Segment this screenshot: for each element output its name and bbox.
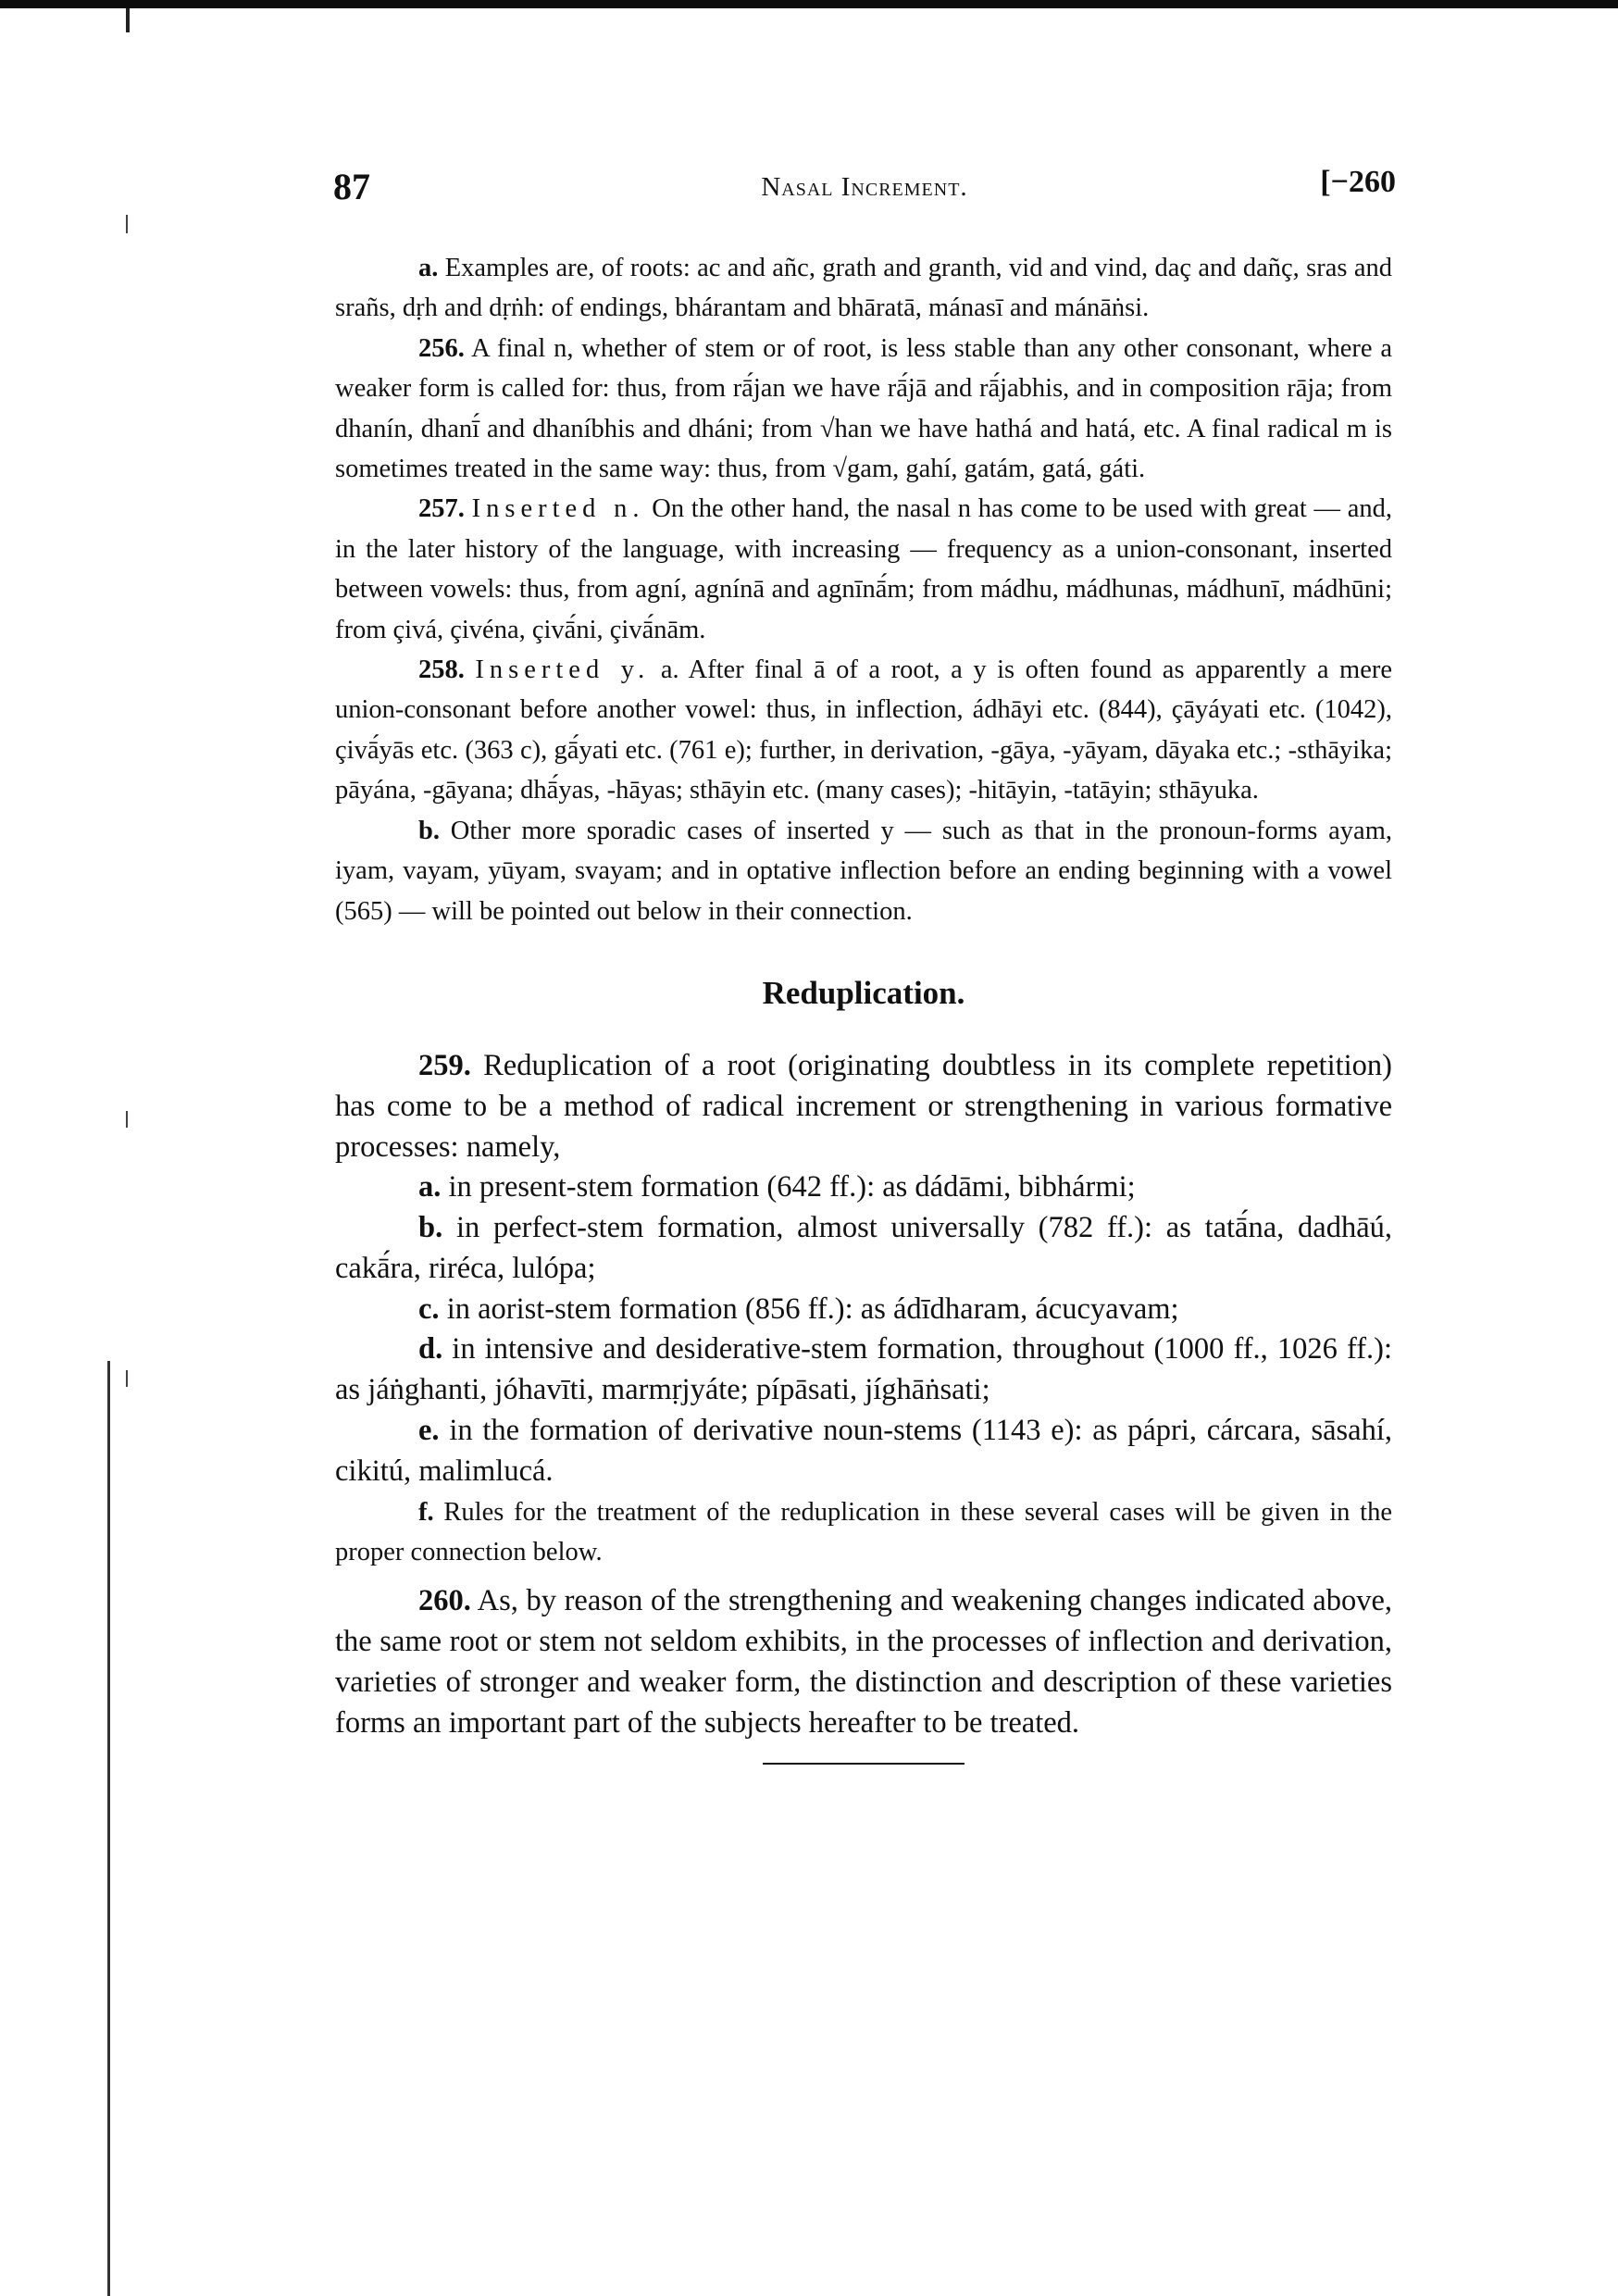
- paragraph-text: Examples are, of roots: ac and añc, grath and granth, vid and vind, daç and dañç, sras and srañs, dṛh and dṛṅh: of endings, bhárantam and bhāratā, mánasī and mánāṅsi.: [335, 254, 1392, 323]
- small-print-block: [335, 248, 1392, 931]
- scan-mark: [126, 1111, 128, 1128]
- section-reference: [−260: [1320, 165, 1396, 199]
- paragraph-label: c.: [418, 1292, 440, 1326]
- paragraph-text: As, by reason of the strengthening and weakening changes indicated above, the same root or stem not seldom exhibits, in the processes of inflection and derivation, varieties of stronger and weaker form, the distinction and description of these varieties forms an important part of the subjects hereafter to be treated.: [335, 1584, 1392, 1740]
- paragraph-257: [335, 489, 1392, 650]
- paragraph-label: b.: [418, 816, 440, 845]
- paragraph-examples: [335, 248, 1392, 329]
- paragraph-label: b.: [418, 1211, 443, 1245]
- paragraph-label: 257.: [418, 494, 465, 524]
- paragraph-label: e.: [418, 1414, 440, 1448]
- paragraph-topic: Inserted y.: [475, 655, 651, 685]
- paragraph-text: in perfect-stem formation, almost universally (782 ff.): as tatā́na, dadhāú, cakā́ra, riréca, lulópa;: [335, 1211, 1392, 1285]
- scan-border-left: [107, 1361, 110, 2296]
- running-title: Nasal Increment.: [761, 172, 968, 202]
- paragraph-text: On the other hand, the nasal n has come to be used with great — and, in the later history of the language, with increasing — frequency as a union-consonant, inserted between vowels: thus, from agní, agnínā and agnīnā́m; from mádhu, mádhunas, mádhunī, mádhūni; from çivá, çivéna, çivā́ni, çivā́nām.: [335, 494, 1393, 644]
- paragraph-text: in the formation of derivative noun-stems (1143 e): as pápri, cárcara, sāsahí, cikitú, malimlucá.: [335, 1414, 1392, 1488]
- paragraph-259f: [335, 1492, 1392, 1573]
- paragraph-text: Reduplication of a root (originating doubtless in its complete repetition) has come to be a method of radical increment or strengthening in various formative processes: namely,: [335, 1048, 1392, 1164]
- scan-border-top: [0, 0, 1618, 8]
- section-heading: Reduplication.: [762, 974, 965, 1011]
- paragraph-text: in intensive and desiderative-stem formation, throughout (1000 ff., 1026 ff.): as jáṅghanti, jóhavīti, marmṛjyáte; pípāsati, jíghāṅsati;: [335, 1332, 1392, 1407]
- paragraph-label: a.: [418, 254, 439, 282]
- paragraph-text: A final n, whether of stem or of root, is less stable than any other consonant, where a weaker form is called for: thus, from rā́jan we have rā́jā and rā́jabhis, and in composition rāja; from dhanín, dhanī́ and dhaníbhis and dháni; from √han we have hathá and hatá, etc. A final radical m is sometimes treated in the same way: thus, from √gam, gahí, gatám, gatá, gáti.: [335, 333, 1392, 484]
- page-body: [335, 248, 1392, 1765]
- section-end-rule: [763, 1763, 965, 1765]
- paragraph-259d: [335, 1329, 1392, 1411]
- large-print-block: [335, 1046, 1392, 1492]
- small-print-note: [335, 1492, 1392, 1573]
- paragraph-topic: Inserted n.: [471, 494, 645, 524]
- paragraph-259c: [335, 1290, 1392, 1330]
- large-print-final: [335, 1581, 1392, 1743]
- paragraph-label: 259.: [418, 1048, 471, 1082]
- paragraph-256: [335, 329, 1392, 490]
- paragraph-259: [335, 1046, 1392, 1167]
- scan-mark: [126, 8, 130, 32]
- paragraph-label: 258.: [418, 655, 465, 685]
- paragraph-text: in present-stem formation (642 ff.): as dádāmi, bibhármi;: [441, 1170, 1136, 1204]
- paragraph-text: a. After final ā of a root, a y is often found as apparently a mere union-consonant before another vowel: thus, in inflection, ádhāyi etc. (844), çāyáyati etc. (1042), çivā́yās etc. (363 c), gā́yati etc. (761 e); further, in derivation, -gāya, -yāyam, dāyaka etc.; -sthāyika; pāyána, -gāyana; dhā́yas, -hāyas; sthāyin etc. (many cases); -hitāyin, -tatāyin; sthāyuka.: [335, 655, 1393, 805]
- running-header: [333, 165, 1396, 220]
- paragraph-260: [335, 1581, 1392, 1743]
- scan-mark: [126, 215, 128, 233]
- scan-mark: [126, 1370, 128, 1387]
- paragraph-259e: [335, 1411, 1392, 1492]
- paragraph-258: [335, 650, 1392, 811]
- paragraph-259b: [335, 1208, 1392, 1290]
- paragraph-text: Rules for the treatment of the reduplication in these several cases will be given in the proper connection below.: [335, 1497, 1392, 1567]
- paragraph-259a: [335, 1167, 1392, 1208]
- paragraph-text: in aorist-stem formation (856 ff.): as ádīdharam, ácucyavam;: [439, 1292, 1179, 1326]
- paragraph-258b: [335, 811, 1392, 931]
- paragraph-label: a.: [418, 1170, 442, 1204]
- page-number: 87: [333, 166, 370, 207]
- paragraph-text: Other more sporadic cases of inserted y — such as that in the pronoun-forms ayam, iyam, vayam, yūyam, svayam; and in optative inflection before an ending beginning with a vowel (565) — will be pointed out below in their connection.: [335, 816, 1392, 926]
- paragraph-label: 256.: [418, 333, 465, 363]
- paragraph-label: f.: [418, 1497, 434, 1527]
- paragraph-label: d.: [418, 1332, 443, 1366]
- paragraph-label: 260.: [418, 1584, 471, 1618]
